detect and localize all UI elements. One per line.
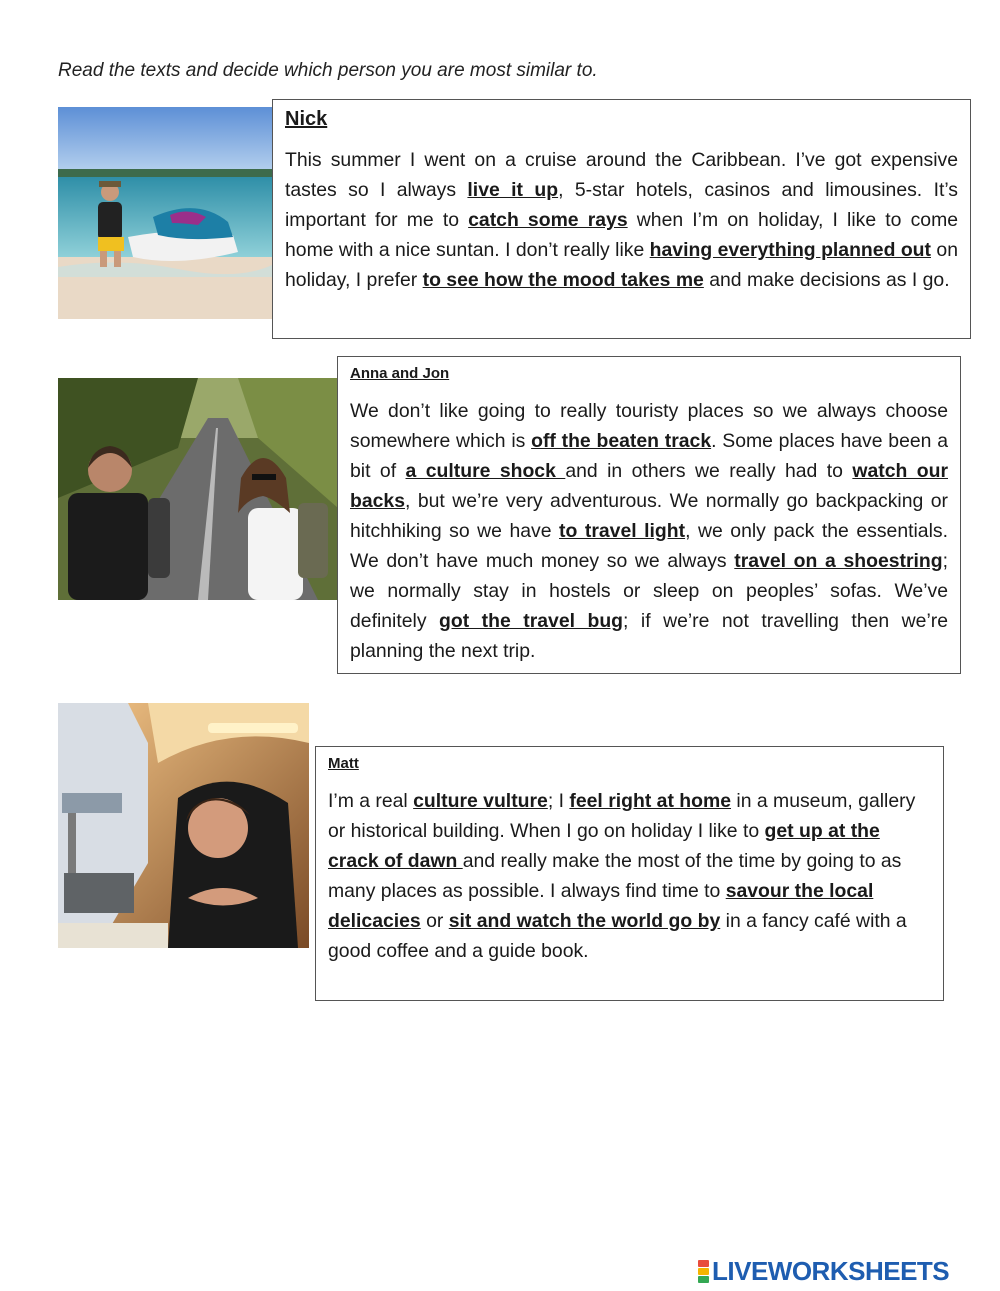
anna-jon-photo xyxy=(58,378,338,600)
phrase-got-the-travel-bug: got the travel bug xyxy=(439,610,624,632)
anna-jon-paragraph: We don’t like going to really touristy places so we always choose somewhere which is off the beaten track. Some places have been a bit of a culture shock and in others we really had to watch our backs, but we’re very adventurous. We normally go backpacking or hitchhiking so we have to travel light, we only pack the essentials. We don’t have much money so we always travel on a shoestring; we normally stay in hostels or sleep on peoples’ sofas. We’ve definitely got the travel bug; if we’re not travelling then we’re planning the next trip. xyxy=(350,400,949,662)
phrase-feel-right-at-home: feel right at home xyxy=(569,790,732,812)
liveworksheets-logo xyxy=(698,1256,949,1286)
logo-text: LIVEWORKSHEETS xyxy=(712,1255,950,1286)
phrase-travel-on-a-shoestring: travel on a shoestring xyxy=(734,550,943,572)
nick-paragraph: This summer I went on a cruise around the Caribbean. I’ve got expensive tastes so I always live it up, 5-star hotels, casinos and limousines. It’s important for me to catch some rays when I’m on holiday, I like to come home with a nice suntan. I don’t really like having everything planned out on holiday, I prefer to see how the mood takes me and make decisions as I go. xyxy=(285,149,959,291)
anna-jon-text-box xyxy=(337,356,961,674)
matt-name: Matt xyxy=(328,755,359,772)
logo-mark-icon xyxy=(698,1260,709,1283)
nick-text-box xyxy=(272,99,971,339)
instruction-text: Read the texts and decide which person you are most similar to. xyxy=(58,60,598,81)
nick-name: Nick xyxy=(285,108,328,130)
phrase-watch-world-go-by: sit and watch the world go by xyxy=(448,910,721,932)
phrase-having-everything-planned-out: having everything planned out xyxy=(649,239,931,261)
phrase-catch-some-rays: catch some rays xyxy=(468,209,628,231)
matt-paragraph: I’m a real culture vulture; I feel right at home in a museum, gallery or historical building. When I go on holiday I like to get up at the crack of dawn and really make the most of the time by going to as many places as possible. I always find time to savour the local delicacies or sit and watch the world go by in a fancy café with a good coffee and a guide book. xyxy=(328,790,916,962)
anna-jon-name: Anna and Jon xyxy=(350,365,450,382)
matt-photo xyxy=(58,703,309,948)
phrase-see-how-mood-takes-me: to see how the mood takes me xyxy=(422,269,704,291)
matt-text-box xyxy=(315,746,944,1001)
phrase-live-it-up: live it up xyxy=(467,179,559,201)
phrase-watch-our-backs: watch our backs xyxy=(350,460,948,512)
phrase-off-the-beaten-track: off the beaten track xyxy=(531,430,712,452)
nick-photo xyxy=(58,107,272,319)
phrase-savour-local-delicacies: savour the local delicacies xyxy=(328,880,874,932)
phrase-to-travel-light: to travel light xyxy=(559,520,686,542)
phrase-a-culture-shock: a culture shock xyxy=(405,460,566,482)
phrase-crack-of-dawn: get up at the crack of dawn xyxy=(328,820,880,872)
phrase-culture-vulture: culture vulture xyxy=(413,790,548,812)
